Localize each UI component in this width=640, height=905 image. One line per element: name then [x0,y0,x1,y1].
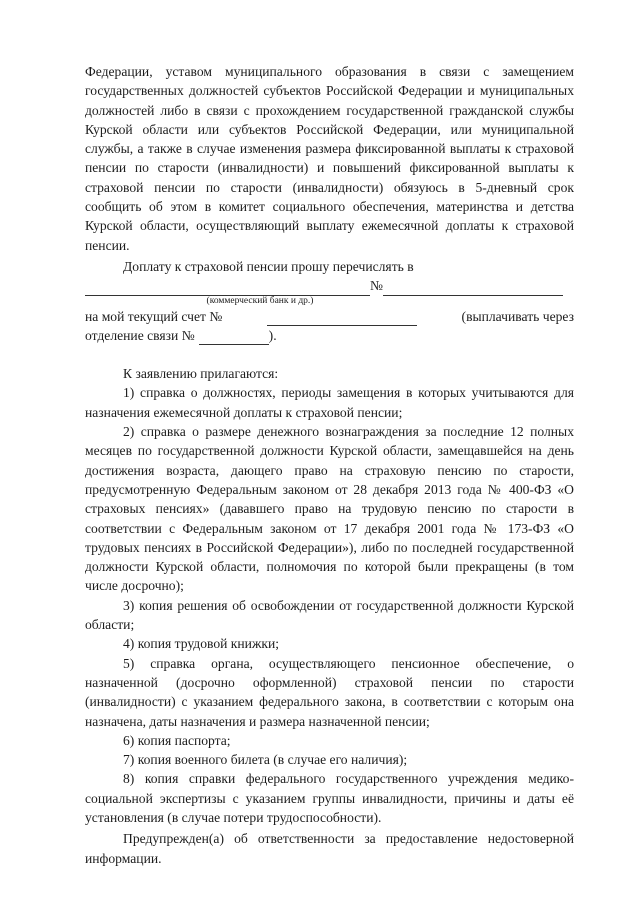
transfer-text: Доплату к страховой пенсии прошу перечислять в [123,258,414,274]
attachment-item-3: 3) копия решения об освобождении от государственной должности Курской области; [85,597,574,633]
bank-caption: (коммерческий банк и др.) [206,295,314,306]
account-number-blank[interactable] [267,309,417,326]
warning-text: Предупрежден(а) об ответственности за предоставление недостоверной информации. [85,831,574,866]
transfer-line [85,257,574,276]
bank-line [85,276,574,295]
paragraph-obligation: Федерации, уставом муниципального образования в связи с замещением государственных должностей субъектов Российской Федерации и муниципальных должностей либо в связи с прохождением государственной гражданской службы Курской области или субъектов Российской Федерации, или муниципальной службы, а также в случае изменения размера фиксированной выплаты к страховой пенсии по старости (инвалидности) и повышений фиксированной выплаты к страховой пенсии по старости (инвалидности) обязуюсь в 5-дневный срок сообщить об этом в комитет социального обеспечения, материнства и детства Курской области, осуществляющий выплату ежемесячной доплаты к страховой пенсии. [85,64,574,253]
account-line [85,307,574,326]
bank-number-blank[interactable] [383,279,563,296]
attachment-item-8: 8) копия справки федерального государственного учреждения медико-социальной экспертизы с указанием группы инвалидности, причины и даты её установления (в случае потери трудоспособности). [85,771,574,825]
post-office-label: отделение связи № [85,327,195,343]
attachment-item-7: 7) копия военного билета (в случае его наличия); [123,752,408,768]
attachment-item-2: 2) справка о размере денежного вознаграждения за последние 12 полных месяцев по государственной должности Курской области, замещавшейся на день достижения возраста, дающего право на страховую пенсию по старости, предусмотренную Федеральным законом от 28 декабря 2013 года № 400-ФЗ «О страховых пенсиях» (дававшего право на трудовую пенсию по старости в соответствии с Федеральным законом от 17 декабря 2001 года № 173-ФЗ «О трудовых пенсиях в Российской Федерации»), либо по последней государственной должности Курской области, полномочия по которой были прекращены (в том числе досрочно); [85,424,574,594]
post-office-blank[interactable] [199,328,269,345]
account-prefix: на мой текущий счет № [85,308,223,324]
attachment-item-5: 5) справка органа, осуществляющего пенсионное обеспечение, о назначенной (досрочно оформленной) страховой пенсии по старости (инвалидности) с указанием федерального закона, в соответствии с которым она назначена, даты назначения и размера назначенной пенсии; [85,655,574,729]
attachment-item-1: 1) справка о должностях, периоды замещения в которых учитываются для назначения ежемесячной доплаты к страховой пенсии; [85,385,574,420]
attachment-item-6: 6) копия паспорта; [123,732,231,748]
attachment-item-4: 4) копия трудовой книжки; [123,636,280,652]
post-office-close: ). [268,327,277,343]
pay-via-text: (выплачивать через [461,308,574,324]
bank-name-blank[interactable] [85,279,370,296]
number-sign: № [370,278,383,294]
post-office-line [85,326,574,345]
attachments-heading: К заявлению прилагаются: [123,366,279,382]
